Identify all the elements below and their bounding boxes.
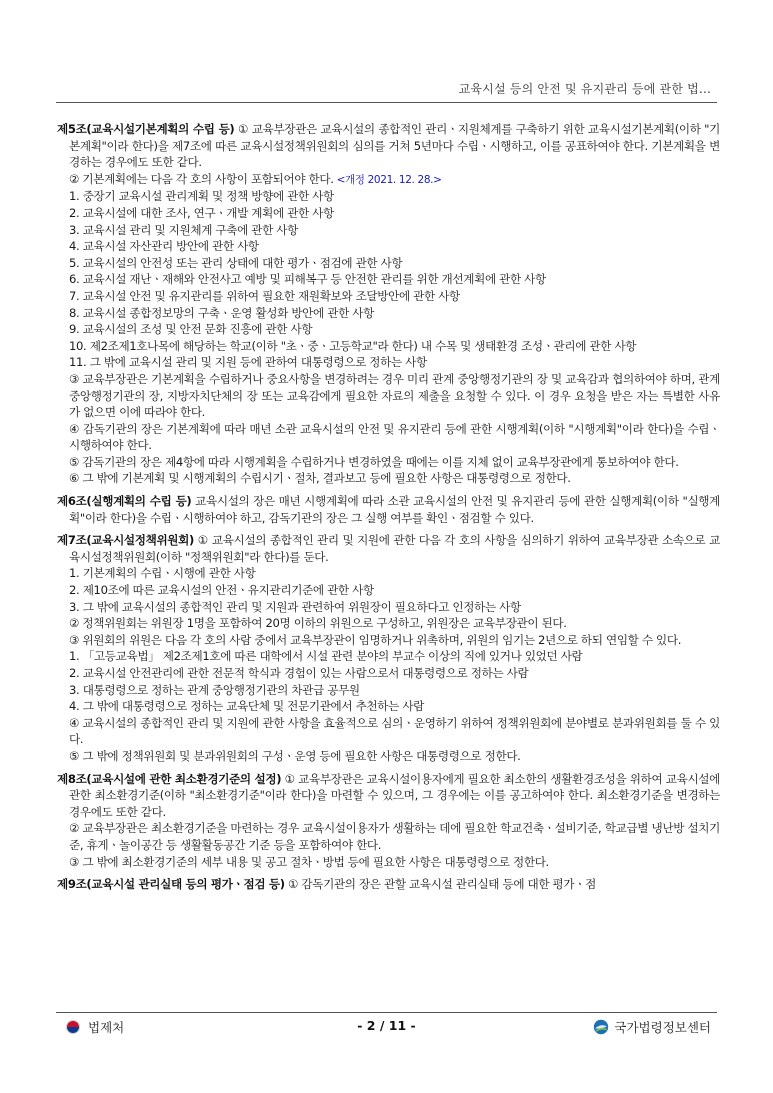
article-text: 3. 대통령령으로 정하는 관계 중앙행정기관의 차관급 공무원 — [69, 682, 360, 697]
article-text: 3. 교육시설 관리 및 지원체계 구축에 관한 사항 — [69, 222, 299, 237]
article-first-line — [57, 121, 720, 171]
article-line — [57, 632, 720, 649]
article-first-line — [57, 532, 720, 565]
article-text: ⑤ 그 밖에 정책위원회 및 분과위원회의 구성ㆍ운영 등에 필요한 사항은 대통령령으로 정한다. — [69, 748, 521, 763]
article-text: 1. 기본계획의 수립ㆍ시행에 관한 사항 — [69, 566, 256, 581]
article-text: 3. 그 밖에 교육시설의 종합적인 관리 및 지원과 관련하여 위원장이 필요하다고 인정하는 사항 — [69, 599, 521, 614]
article-title: 제5조(교육시설기본계획의 수립 등) — [57, 122, 235, 136]
article-text: 2. 교육시설 안전관리에 관한 전문적 학식과 경험이 있는 사람으로서 대통령령으로 정하는 사람 — [69, 666, 529, 680]
article-line — [57, 582, 720, 599]
article-text: ⑥ 그 밖에 기본계획 및 시행계획의 수립시기ㆍ절차, 결과보고 등에 필요한 사항은 대통령령으로 정한다. — [69, 471, 571, 486]
article-text: 4. 교육시설 자산관리 방안에 관한 사항 — [69, 239, 259, 254]
article-text: 10. 제2조제1호나목에 해당하는 학교(이하 "초ㆍ중ㆍ고등학교"라 한다) 내 수목 및 생태환경 조성ㆍ관리에 관한 사항 — [69, 338, 637, 353]
article-text: 5. 교육시설의 안전성 또는 관리 상태에 대한 평가ㆍ점검에 관한 사항 — [69, 255, 403, 270]
article-line — [57, 454, 720, 471]
article-text: ② 교육부장관은 최소환경기준을 마련하는 경우 교육시설이용자가 생활하는 데에 필요한 학교건축ㆍ설비기준, 학교급별 냉난방 설치기준, 휴게ㆍ놀이공간 등 생활활동공간 기준 등을 포함하여야 한다. — [69, 821, 720, 852]
article-text: 1. 중장기 교육시설 관리계획 및 정책 방향에 관한 사항 — [69, 189, 334, 204]
footer-center-label: 국가법령정보센터 — [614, 1020, 711, 1035]
article-first-line — [57, 876, 720, 893]
article-line — [57, 698, 720, 715]
article-text: 교육시설의 장은 매년 시행계획에 따라 소관 교육시설의 안전 및 유지관리 등에 관한 실행계획(이하 "실행계획"이라 한다)을 수립ㆍ시행하여야 하고, 감독기관의 장은 그 실행 여부를 확인ㆍ점검할 수 있다. — [69, 494, 720, 525]
article-text: 1. 「고등교육법」 제2조제1호에 따른 대학에서 시설 관련 분야의 부교수 이상의 직에 있거나 있었던 사람 — [69, 649, 583, 664]
article-line — [57, 205, 720, 222]
article-line — [57, 820, 720, 853]
law-center-logo-icon — [593, 1019, 609, 1035]
article-line — [57, 748, 720, 765]
article-title: 제7조(교육시설정책위원회) — [57, 533, 194, 548]
article-text: ③ 위원회의 위원은 다음 각 호의 사람 중에서 교육부장관이 임명하거나 위촉하며, 위원의 임기는 2년으로 하되 연임할 수 있다. — [69, 632, 682, 647]
article-text: 2. 제10조에 따른 교육시설의 안전ㆍ유지관리기준에 관한 사항 — [69, 583, 374, 598]
article-text: ① 교육부장관은 교육시설이용자에게 필요한 최소한의 생활환경조성을 위하여 교육시설에 관한 최소환경기준(이하 "최소환경기준"이라 한다)을 마련할 수 있으며, 그 경우에는 이를 공고하여야 한다. 최소환경기준을 변경하는 경우에도 또한 같다. — [69, 771, 720, 819]
article-text: 2. 교육시설에 대한 조사, 연구ㆍ개발 계획에 관한 사항 — [69, 205, 334, 220]
article-block — [57, 121, 720, 487]
running-header-title: 교육시설 등의 안전 및 유지관리 등에 관한 법... — [458, 82, 711, 96]
footer-divider — [56, 1012, 717, 1013]
article-text: ④ 교육시설의 종합적인 관리 및 지원에 관한 사항을 효율적으로 심의ㆍ운영하기 위하여 정책위원회에 분야별로 분과위원회를 둘 수 있다. — [69, 715, 720, 747]
article-text: ③ 그 밖에 최소환경기준의 세부 내용 및 공고 절차ㆍ방법 등에 필요한 사항은 대통령령으로 정한다. — [69, 854, 549, 869]
page-indicator: - 2 / 11 - — [357, 1018, 416, 1033]
article-text: ④ 감독기관의 장은 기본계획에 따라 매년 소관 교육시설의 안전 및 유지관리 등에 관한 시행계획(이하 "시행계획"이라 한다)을 수립ㆍ시행하여야 한다. — [69, 421, 720, 453]
page-footer — [0, 1018, 773, 1042]
article-text: ⑤ 감독기관의 장은 제4항에 따라 시행계획을 수립하거나 변경하였을 때에는 이를 지체 없이 교육부장관에게 통보하여야 한다. — [69, 454, 679, 469]
article-text: 9. 교육시설의 조성 및 안전 문화 진흥에 관한 사항 — [69, 322, 313, 337]
article-line — [57, 271, 720, 288]
article-line — [57, 255, 720, 272]
footer-source-label: 법제처 — [88, 1020, 125, 1035]
document-body — [57, 121, 720, 899]
article-line — [57, 371, 720, 421]
article-line — [57, 354, 720, 371]
article-line — [57, 470, 720, 487]
article-line — [57, 188, 720, 205]
article-text: 7. 교육시설 안전 및 유지관리를 위하여 필요한 재원확보와 조달방안에 관한 사항 — [69, 288, 460, 303]
article-title: 제8조(교육시설에 관한 최소환경기준의 설정) — [57, 771, 282, 786]
article-line — [57, 615, 720, 632]
article-block — [57, 493, 720, 526]
article-line — [57, 665, 720, 682]
article-text: 4. 그 밖에 대통령령으로 정하는 교육단체 및 전문기관에서 추천하는 사람 — [69, 699, 425, 714]
article-line — [57, 682, 720, 699]
article-line — [57, 648, 720, 665]
article-line — [57, 222, 720, 239]
article-line — [57, 565, 720, 582]
article-line — [57, 288, 720, 305]
article-text: ① 교육시설의 종합적인 관리 및 지원에 관한 다음 각 호의 사항을 심의하기 위하여 교육부장관 소속으로 교육시설정책위원회(이하 "정책위원회"라 한다)를 둔다. — [69, 533, 720, 564]
article-block — [57, 771, 720, 871]
article-line — [57, 854, 720, 871]
article-text: ① 교육부장관은 교육시설의 종합적인 관리ㆍ지원체계를 구축하기 위한 교육시설기본계획(이하 "기본계획"이라 한다)을 제7조에 따른 교육시설정책위원회의 심의를 거쳐 5년마다 수립ㆍ시행하고, 이를 공표하여야 한다. 기본계획을 변경하는 경우에도 또한 같다. — [69, 122, 720, 170]
amendment-note: <개정 2021. 12. 28.> — [333, 173, 442, 186]
article-line — [57, 171, 720, 189]
article-text: ① 감독기관의 장은 관할 교육시설 관리실태 등에 대한 평가ㆍ점 — [284, 877, 596, 892]
header-divider — [56, 102, 717, 103]
article-text: ② 정책위원회는 위원장 1명을 포함하여 20명 이하의 위원으로 구성하고, 위원장은 교육부장관이 된다. — [69, 616, 567, 631]
article-text: ② 기본계획에는 다음 각 호의 사항이 포함되어야 한다. — [69, 171, 334, 186]
article-block — [57, 532, 720, 764]
footer-center — [593, 1018, 711, 1036]
article-line — [57, 321, 720, 338]
article-line — [57, 305, 720, 322]
article-text: ③ 교육부장관은 기본계획을 수립하거나 중요사항을 변경하려는 경우 미리 관계 중앙행정기관의 장 및 교육감과 협의하여야 하며, 관계 중앙행정기관의 장, 지방자치단체의 장 또는 교육감에게 필요한 자료의 제출을 요청할 수 있다. 이 경우 요청을 받은 자는 특별한 사유가 없으면 이에 따라야 한다. — [69, 371, 720, 420]
article-text: 8. 교육시설 종합정보망의 구축ㆍ운영 활성화 방안에 관한 사항 — [69, 305, 374, 320]
article-line — [57, 338, 720, 355]
article-first-line — [57, 493, 720, 526]
article-first-line — [57, 771, 720, 821]
article-text: 6. 교육시설 재난ㆍ재해와 안전사고 예방 및 피해복구 등 안전한 관리를 위한 개선계획에 관한 사항 — [69, 272, 546, 287]
article-title: 제6조(실행계획의 수립 등) — [57, 494, 192, 509]
article-title: 제9조(교육시설 관리실태 등의 평가ㆍ점검 등) — [57, 877, 285, 892]
article-text: 11. 그 밖에 교육시설 관리 및 지원 등에 관하여 대통령령으로 정하는 사항 — [69, 355, 427, 370]
article-line — [57, 715, 720, 748]
article-block — [57, 876, 720, 893]
article-line — [57, 238, 720, 255]
article-line — [57, 599, 720, 616]
article-line — [57, 421, 720, 454]
